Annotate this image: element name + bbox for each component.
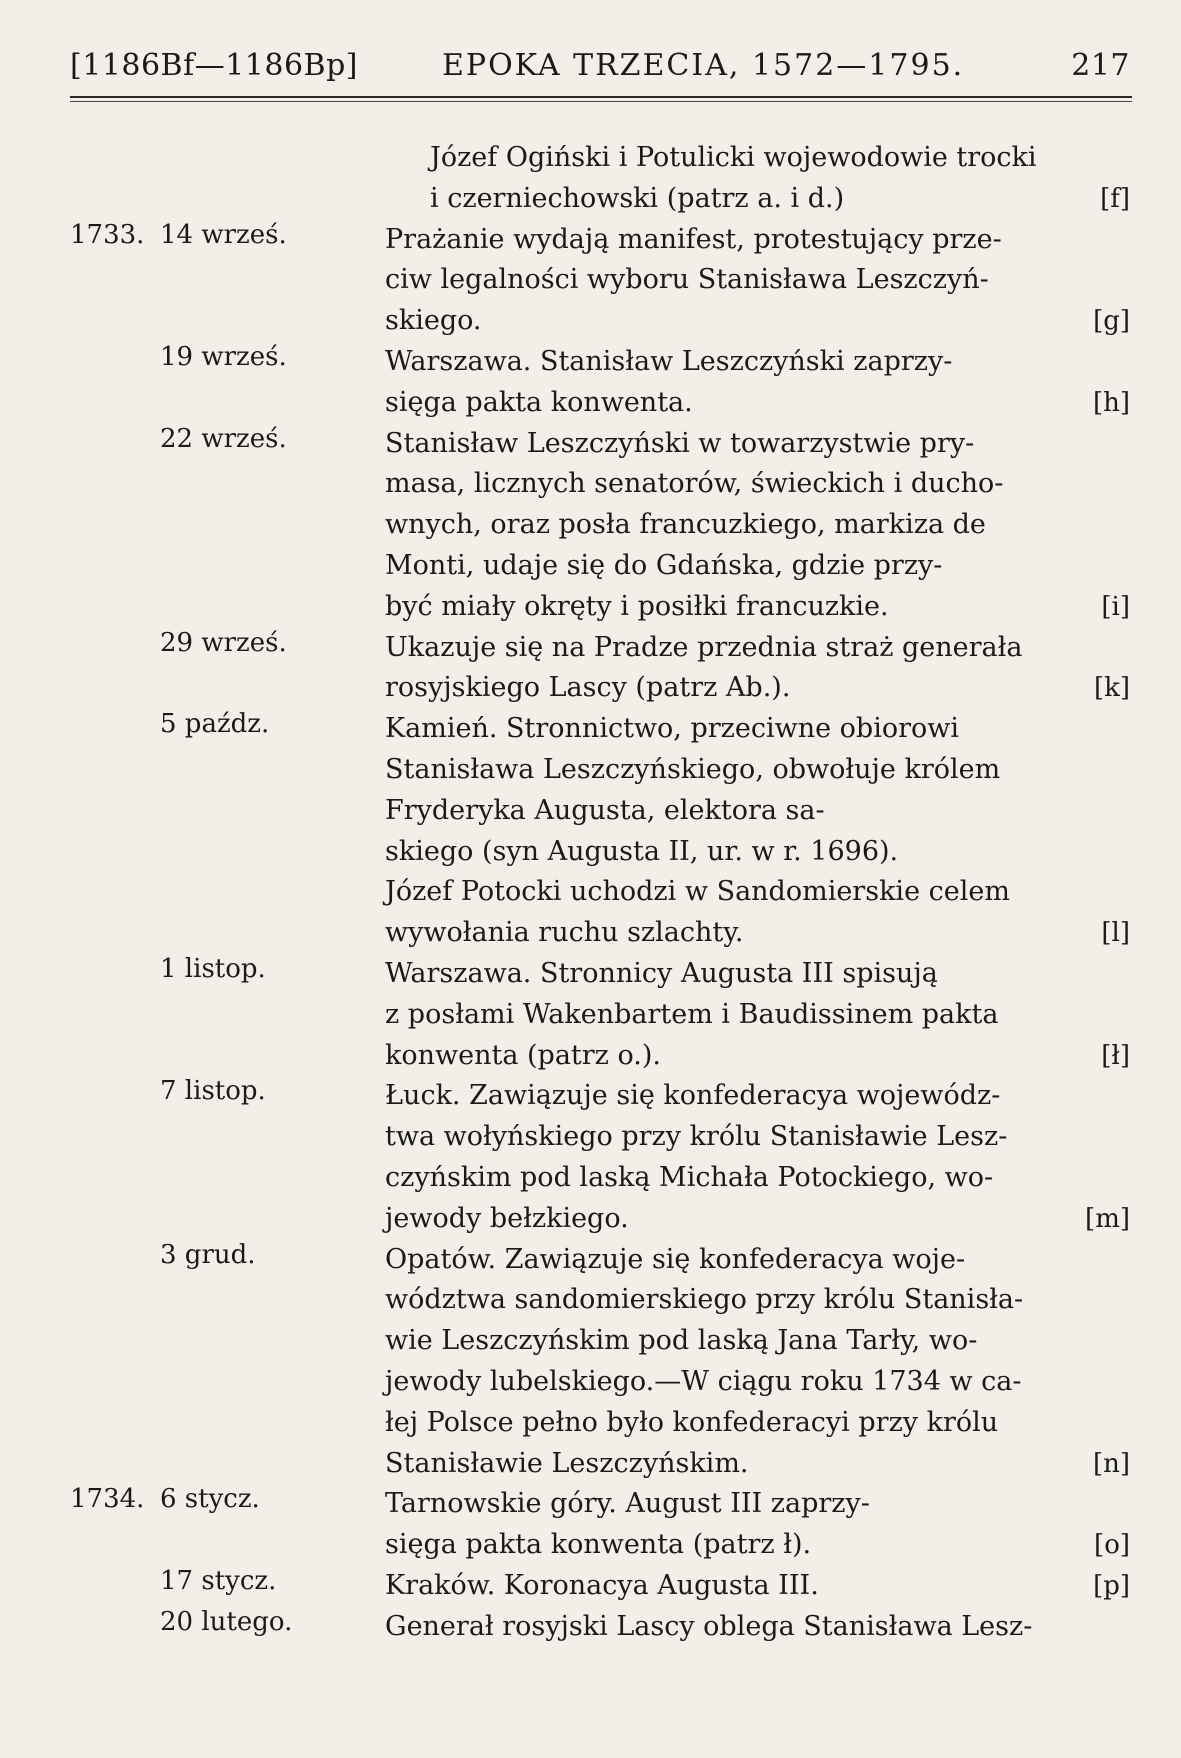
footnote-marker: [k] [1093,673,1130,704]
line-text: łej Polsce pełno było konfederacyi przy królu [385,1406,999,1438]
line-text: Józef Potocki uchodzi w Sandomierskie celem [385,876,1010,908]
text-line [385,709,1130,750]
text-line [385,954,1130,995]
text-line [385,1076,1130,1117]
text-line [385,383,1130,424]
text-line [385,832,1130,873]
entry-text [385,220,1130,342]
chronology-entry [0,342,1181,424]
line-text: Kamień. Stronnictwo, przeciwne obiorowi [385,713,960,745]
line-text: Stanisława Leszczyńskiego, obwołuje królem [385,753,1001,785]
entry-text [385,1607,1130,1648]
header-title: EPOKA TRZECIA, 1572—1795. [442,48,965,83]
chronology-entry [0,138,1181,220]
line-text: jewody bełzkiego. [385,1202,629,1234]
text-line [385,1484,1130,1525]
entry-text [385,342,1130,424]
chronology-entry [0,1607,1181,1648]
line-text: Łuck. Zawiązuje się konfederacya wojewódz- [385,1080,1001,1112]
line-text: skiego (syn Augusta II, ur. w r. 1696). [385,835,899,867]
text-line [385,1117,1130,1158]
line-text: sięga pakta konwenta. [385,386,693,418]
page-number: 217 [1071,48,1130,83]
line-text: Kraków. Koronacya Augusta III. [385,1569,819,1601]
line-text: Stanisław Leszczyński w towarzystwie pry- [385,427,975,459]
chronology-entry [0,1484,1181,1566]
text-line [385,260,1130,301]
line-text: Warszawa. Stronnicy Augusta III spisują [385,957,938,989]
text-line [385,138,1130,179]
chronology-entry [0,424,1181,628]
line-text: Tarnowskie góry. August III zaprzy- [385,1488,870,1520]
chronology-entry [0,954,1181,1076]
line-text: Generał rosyjski Lascy oblega Stanisława Lesz- [385,1610,1033,1642]
line-text: rosyjskiego Lascy (patrz Ab.). [385,672,791,704]
line-text: wie Leszczyńskim pod laską Jana Tarły, wo- [385,1325,978,1357]
footnote-marker: [o] [1094,1530,1130,1561]
text-line [385,1566,1130,1607]
footnote-marker: [g] [1093,306,1130,337]
text-line [385,546,1130,587]
line-text: Fryderyka Augusta, elektora sa- [385,794,825,826]
line-text: masa, licznych senatorów, świeckich i ducho- [385,468,1004,500]
line-text: jewody lubelskiego.—W ciągu roku 1734 w ca- [385,1365,1022,1397]
text-line [385,179,1130,220]
text-line [385,750,1130,791]
entry-date: 7 listop. [160,1076,266,1107]
entry-date: 6 stycz. [160,1484,260,1515]
text-line [385,301,1130,342]
entry-text [385,1076,1130,1239]
entry-text [385,954,1130,1076]
entry-date: 14 wrześ. [160,219,287,250]
running-header [70,48,1130,92]
line-text: Warszawa. Stanisław Leszczyński zaprzy- [385,345,953,377]
entry-date: 29 wrześ. [160,627,287,658]
text-line [385,1607,1130,1648]
text-line [385,1444,1130,1485]
line-text: z posłami Wakenbartem i Baudissinem pakta [385,998,999,1030]
line-text: czyńskim pod laską Michała Potockiego, wo- [385,1161,994,1193]
text-line [385,1199,1130,1240]
text-line [385,1362,1130,1403]
text-line [385,872,1130,913]
entry-text [385,1566,1130,1607]
entry-date: 5 paźdz. [160,709,270,740]
text-line [385,995,1130,1036]
entry-text [385,1484,1130,1566]
chronology-entry [0,628,1181,710]
text-line [385,913,1130,954]
footnote-marker: [l] [1101,918,1130,949]
entry-text [385,709,1130,954]
text-line [385,1403,1130,1444]
chronology-entry [0,1566,1181,1607]
header-reference: [1186Bf—1186Bp] [70,48,359,83]
text-line [385,505,1130,546]
text-line [385,1240,1130,1281]
entry-year: 1733. [70,219,145,250]
line-text: wództwa sandomierskiego przy królu Stanisła- [385,1284,1024,1316]
line-text: ciw legalności wyboru Stanisława Leszczyń- [385,264,989,296]
footnote-marker: [n] [1092,1448,1130,1479]
line-text: Monti, udaje się do Gdańska, gdzie przy- [385,549,943,581]
header-rule-thin [70,101,1132,102]
entry-date: 20 lutego. [160,1606,293,1637]
entry-text [385,424,1130,628]
text-line [385,1525,1130,1566]
entry-date: 3 grud. [160,1239,256,1270]
entry-year: 1734. [70,1484,145,1515]
text-line [385,791,1130,832]
entry-date: 17 stycz. [160,1565,277,1596]
chronology-entry [0,709,1181,954]
line-text: Stanisławie Leszczyńskim. [385,1447,749,1479]
line-text: wnych, oraz posła francuzkiego, markiza de [385,509,986,541]
text-line [385,1280,1130,1321]
text-line [385,1321,1130,1362]
entry-date: 1 listop. [160,953,266,984]
text-line [385,464,1130,505]
line-text: sięga pakta konwenta (patrz ł). [385,1529,812,1561]
line-text: być miały okręty i posiłki francuzkie. [385,590,889,622]
footnote-marker: [f] [1100,183,1130,214]
entry-text [385,138,1130,220]
text-line [385,668,1130,709]
entry-date: 22 wrześ. [160,423,287,454]
chronology-entry [0,1076,1181,1239]
footnote-marker: [m] [1085,1203,1130,1234]
line-text: twa wołyńskiego przy królu Stanisławie Lesz- [385,1121,1008,1153]
chronology-entry [0,1240,1181,1485]
line-text: i czerniechowski (patrz a. i d.) [430,182,845,214]
line-text: Józef Ogiński i Potulicki wojewodowie trocki [430,142,1037,173]
line-text: Prażanie wydają manifest, protestujący prze- [385,223,1002,255]
text-line [385,220,1130,261]
text-line [385,587,1130,628]
line-text: skiego. [385,305,482,337]
footnote-marker: [h] [1092,387,1130,418]
entry-text [385,628,1130,710]
entry-text [385,1240,1130,1485]
line-text: wywołania ruchu szlachty. [385,917,744,949]
footnote-marker: [i] [1101,591,1130,622]
footnote-marker: [ł] [1101,1040,1130,1071]
text-line [385,424,1130,465]
line-text: konwenta (patrz o.). [385,1039,661,1071]
header-rule [70,96,1132,98]
chronology-entry [0,220,1181,342]
text-line [385,342,1130,383]
footnote-marker: [p] [1093,1570,1130,1601]
text-line [385,1036,1130,1077]
chronology-entries [0,138,1181,1647]
text-line [385,1158,1130,1199]
entry-date: 19 wrześ. [160,341,287,372]
line-text: Ukazuje się na Pradze przednia straż generała [385,631,1023,663]
line-text: Opatów. Zawiązuje się konfederacya woje- [385,1243,966,1275]
text-line [385,628,1130,669]
